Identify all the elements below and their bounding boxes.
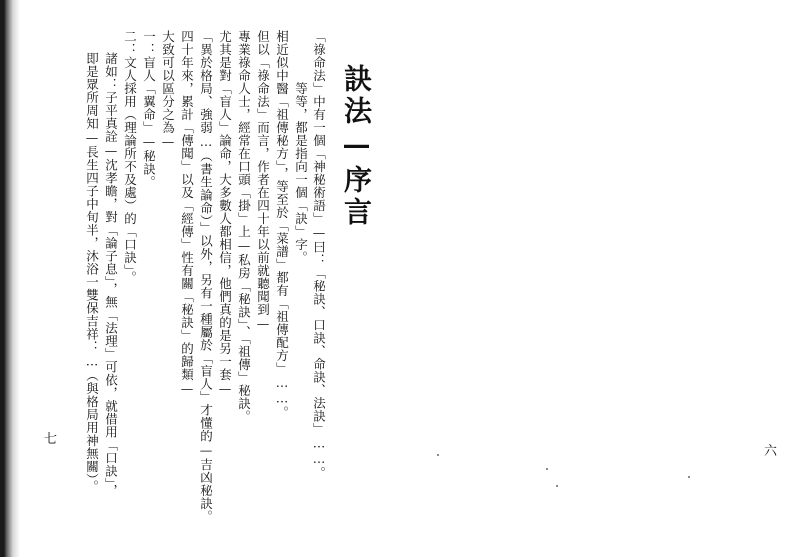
text-line: 但以「祿命法」而言，作者在四十年以前就聽聞到— xyxy=(255,30,271,332)
page-number-right: 六 xyxy=(764,444,778,459)
text-line: 一：盲人「翼命」—秘訣。 xyxy=(141,30,157,189)
text-line: 四十年來，累計「傳聞」以及「經傳」性有關「秘訣」的歸類— xyxy=(179,30,195,397)
text-line: 等等，都是指向一個「訣」字。 xyxy=(293,82,309,264)
text-line: 即是眾所周知—長生四子中旬半，沐浴一雙保吉祥：…（與格局用神無關）。 xyxy=(84,52,100,493)
page-number-left: 七 xyxy=(44,432,58,447)
text-line: 諸如：子平真詮—沈孝瞻，對「論子息」，無「法理」可依，就借用「口訣」， xyxy=(103,52,119,497)
scan-speck xyxy=(556,485,558,487)
text-line: 尤其是對「盲人」論命，大多數人都相信，他們真的是另一套— xyxy=(217,30,233,397)
text-line: 相近似中醫「祖傳秘方」，等至於「菜譜」都有「祖傳配方」……。 xyxy=(274,30,290,419)
text-line: 「異於格局、強弱…（書生論命）」以外，另有一種屬於「盲人」才懂的—吉凶秘訣。 xyxy=(198,30,214,523)
scan-binding-edge xyxy=(0,0,20,557)
chapter-title: 訣法—序言 xyxy=(340,64,373,229)
text-line: 二：文人採用（理論所不及處）的「口訣」。 xyxy=(122,30,138,284)
scan-speck xyxy=(437,454,439,456)
scan-speck xyxy=(688,476,690,478)
scan-speck xyxy=(546,468,548,470)
text-line: 專業祿命人士，經常在口頭「掛」上—私房「秘訣」、「祖傳」秘訣。 xyxy=(236,30,252,423)
text-line: 大致可以區分之為— xyxy=(160,30,176,150)
text-line: 「祿命法」中有一個「神秘術語」—曰：「秘訣、口訣、命訣、法訣」……。 xyxy=(311,30,327,480)
